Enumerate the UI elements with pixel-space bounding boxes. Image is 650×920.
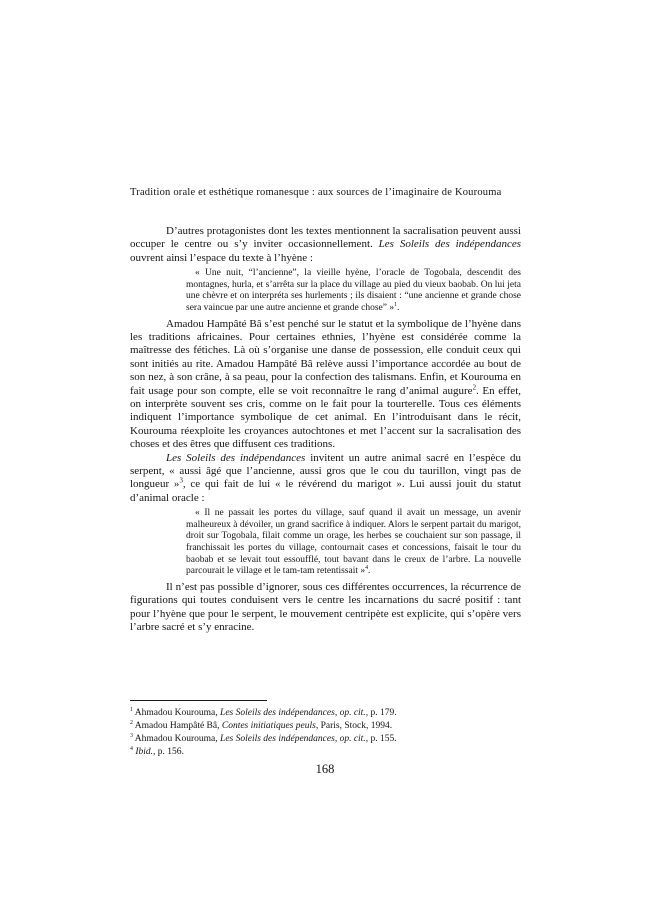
paragraph: Amadou Hampâté Bâ s’est penché sur le statut et la symbolique de l’hyène dans les traditions africaines. Pour certaines ethnies, l’hyène est considérée comme la maîtresse des fétiches. Là où s’organise une danse de possession, elle conduit ceux qui sont initiés au rite. Amadou Hampâté Bâ relève aussi l’importance accordée au bout de son nez, à son crâne, à sa peau, pour la confection des talismans. Enfin, et Kourouma en fait usage pour son compte, elle se voit reconnaître le rang d’animal augure$^2$. En effet, on interprète souvent ses cris, comme on le fait pour la tourterelle. Tous ces éléments indiquent l’importance symbolique de cet animal. En l’introduisant dans le récit, Kourouma réexploite les croyances autochtones et met l’accent sur la sacralisation des choses et des êtres que diffusent ces traditions. <box>130 317 521 451</box>
running-header: Tradition orale et esthétique romanesque : aux sources de l’imaginaire de Kourouma <box>130 187 502 198</box>
footnote-number: 4 <box>130 745 133 752</box>
footnote: $^4$ Ibid., p. 156. <box>130 745 184 757</box>
footnote-number: 1 <box>130 706 133 713</box>
footnote: $^1$ Ahmadou Kourouma, Les Soleils des indépendances, op. cit., p. 179. <box>130 706 397 718</box>
footnote-number: 2 <box>130 719 133 726</box>
footnote: $^3$ Ahmadou Kourouma, Les Soleils des indépendances, op. cit., p. 155. <box>130 732 397 744</box>
paragraph: D’autres protagonistes dont les textes mentionnent la sacralisation peuvent aussi occuper le centre ou s’y inviter occasionnellement. Les Soleils des indépendances ouvrent ainsi l’espace du texte à l’hyène : <box>130 225 521 264</box>
paragraph: Il n’est pas possible d’ignorer, sous ces différentes occurrences, la récurrence de figurations qui toutes conduisent vers le centre les incarnations du sacré positif : tant pour l’hyène que pour le serpent, le mouvement centripète est explicite, qui s’opère vers l’arbre sacré et s’y enracine. <box>130 580 521 634</box>
footnotes <box>130 707 521 759</box>
block-quote: « Une nuit, “l’ancienne”, la vieille hyène, l’oracle de Togobala, descendit des montagnes, hurla, et s’arrêta sur la place du village au pied du vieux baobab. On lui jeta une chèvre et on interpréta ses hurlements ; ils disaient : “une ancienne et grande chose sera vaincue par une autre ancienne et grande chose” »$^1$. <box>186 268 521 313</box>
footnote-number: 3 <box>130 732 133 739</box>
footnote-separator <box>130 700 267 701</box>
footnote: $^2$ Amadou Hampâté Bâ, Contes initiatiques peuls, Paris, Stock, 1994. <box>130 719 393 731</box>
body-text <box>130 225 521 634</box>
block-quote: « Il ne passait les portes du village, sauf quand il avait un message, un avenir malheureux à dévoiler, un grand sacrifice à indiquer. Alors le serpent partait du marigot, droit sur Togobala, filait comme un orage, les herbes se couchaient sur son passage, il franchissait les portes du village, contournait cases et concessions, faisait le tour du baobab et se levait tout essoufflé, tout bavant dans le creux de l’arbre. La nouvelle parcourait le village et le tam-tam retentissait »$^4$. <box>186 508 521 577</box>
paragraph: Les Soleils des indépendances invitent un autre animal sacré en l’espèce du serpent, « aussi âgé que l’ancienne, aussi gros que le cou du taurillon, vingt pas de longueur »$^3$, ce qui fait de lui « le révérend du marigot ». Lui aussi jouit du statut d’animal oracle : <box>130 451 521 504</box>
page-number: 168 <box>315 762 335 776</box>
